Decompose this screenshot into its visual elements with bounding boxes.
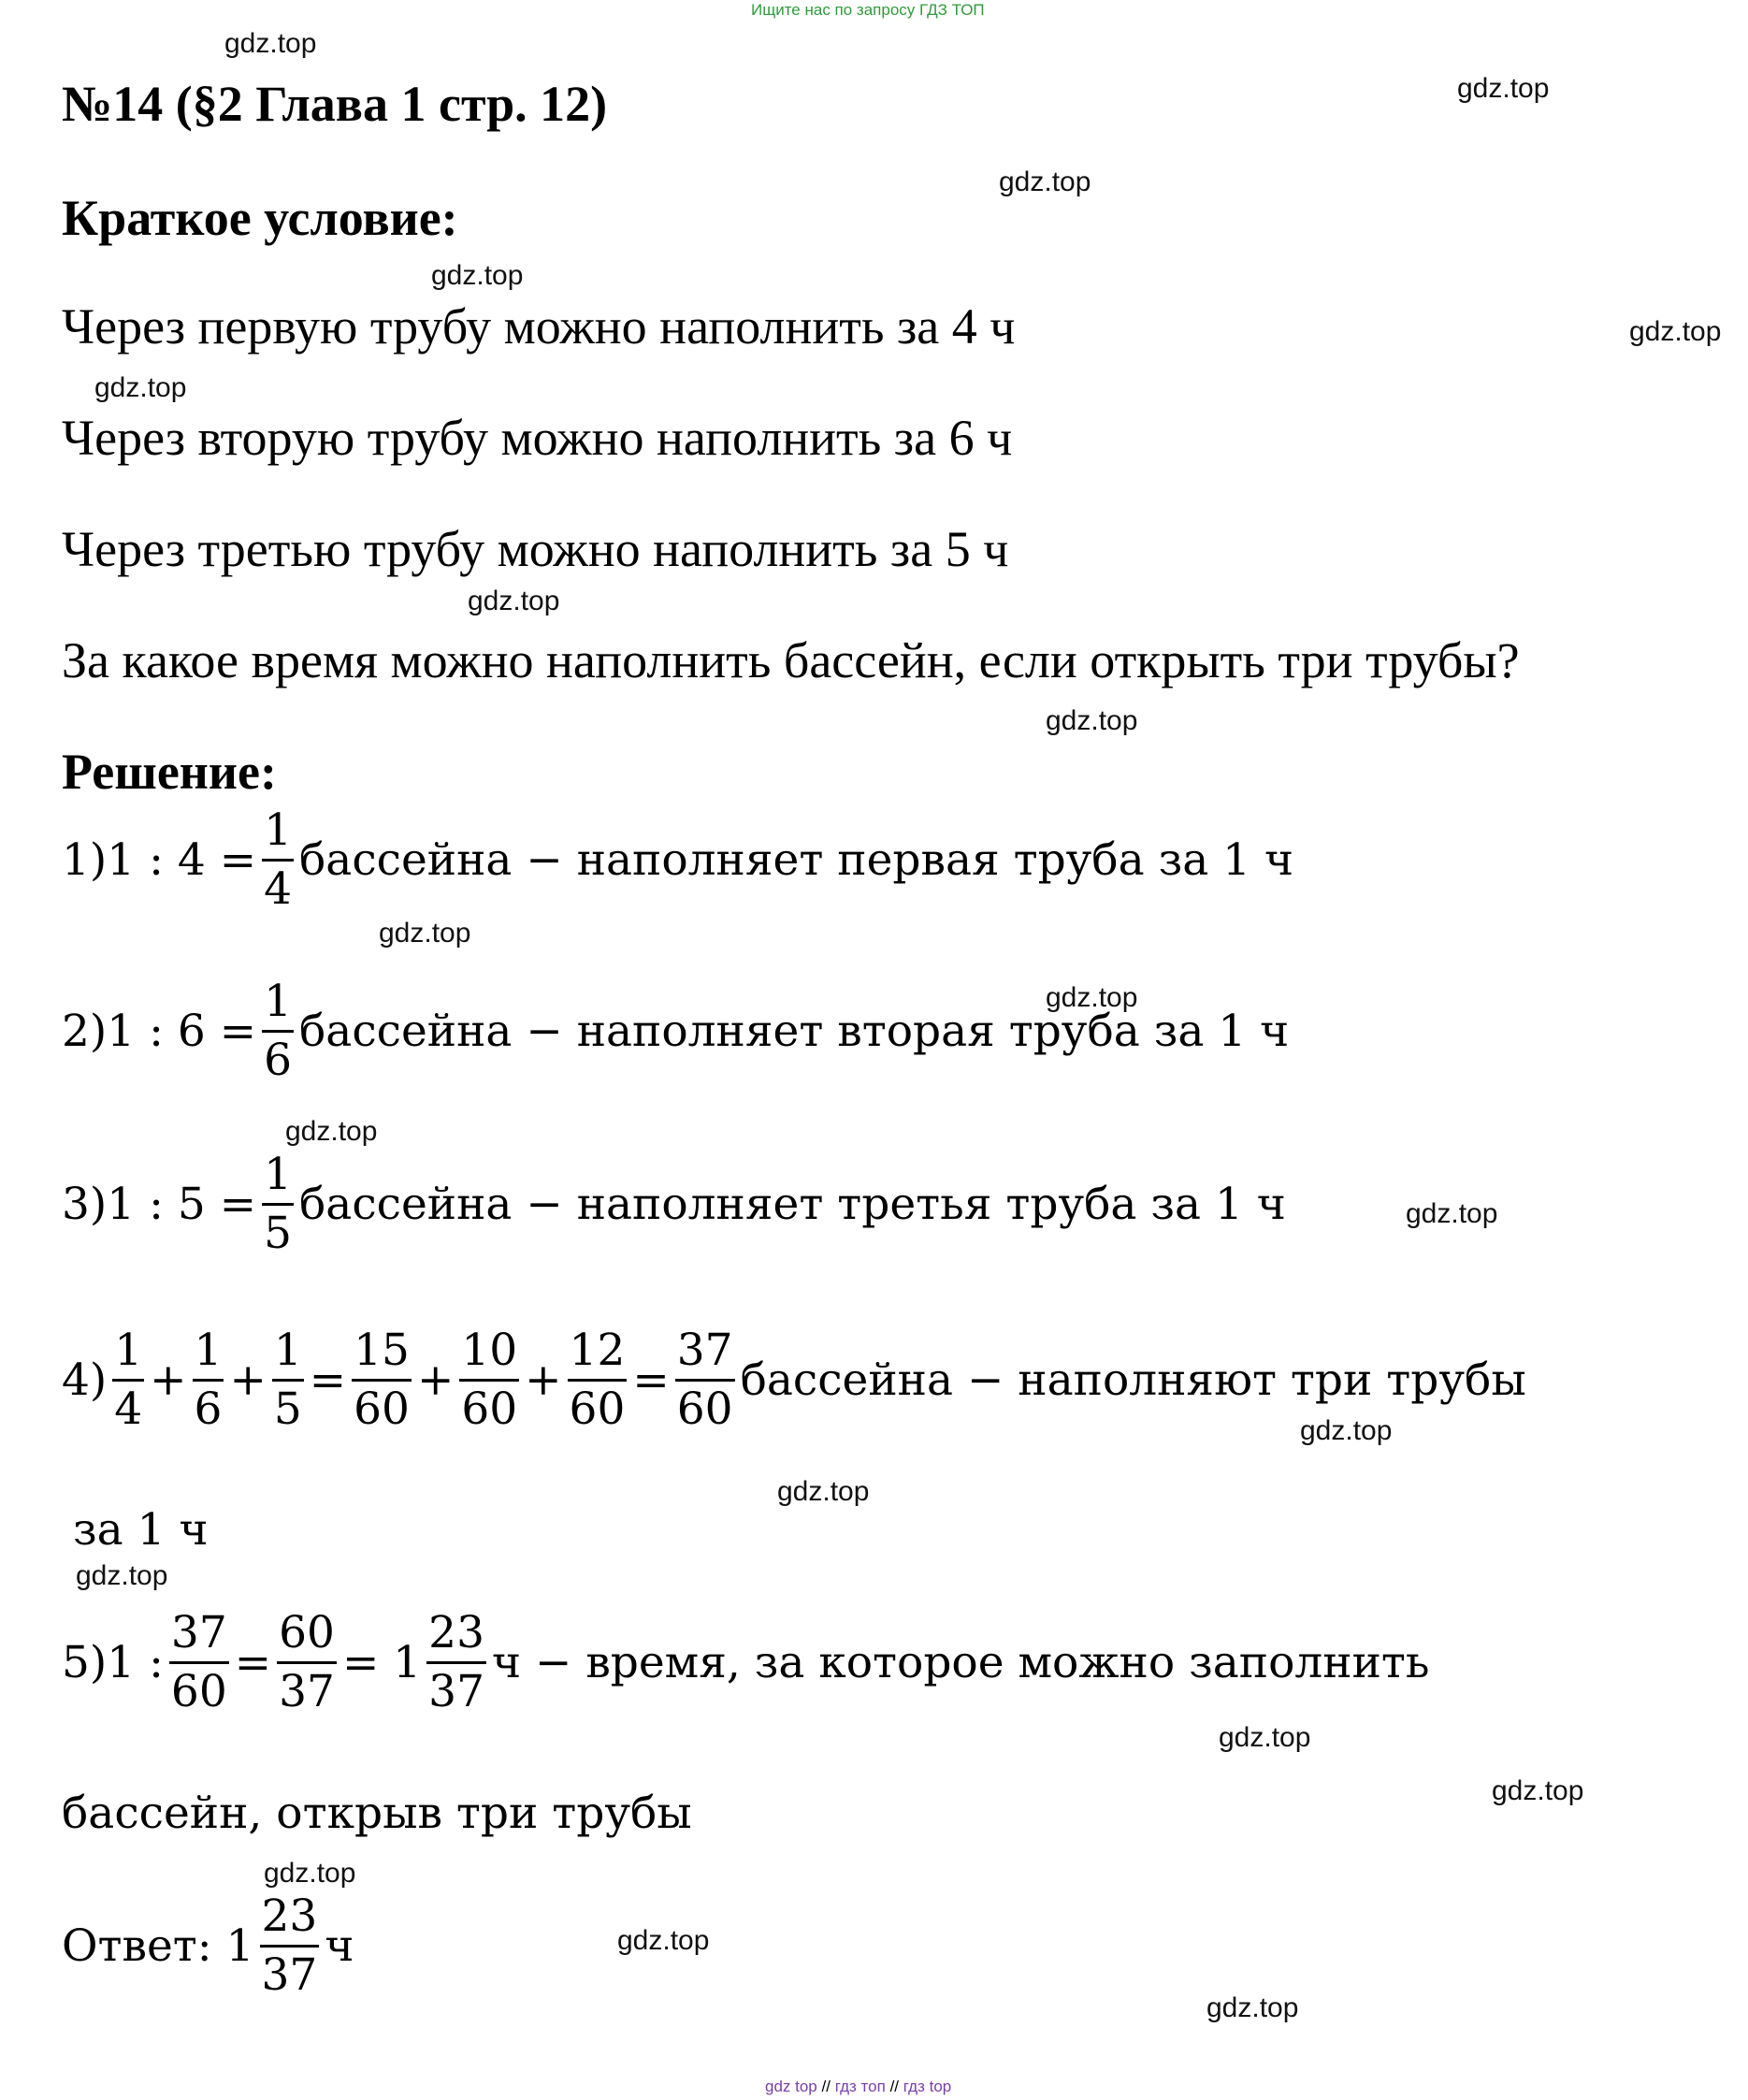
denominator: 4 [264, 862, 292, 915]
answer [62, 1892, 354, 1999]
footer-link[interactable]: гдз top [903, 2078, 952, 2095]
denominator: 5 [273, 1383, 302, 1435]
fraction-bar [426, 1661, 486, 1664]
solution-step-5 [62, 1609, 1430, 1716]
watermark: gdz.top [1206, 1992, 1299, 2023]
equals-sign: = [234, 1636, 272, 1688]
whole-part: = 1 [341, 1636, 422, 1688]
watermark: gdz.top [617, 1925, 710, 1956]
numerator: 37 [170, 1607, 227, 1658]
top-banner: Ищите нас по запросу ГДЗ ТОП [751, 1, 985, 19]
answer-label: Ответ: 1 [62, 1919, 254, 1972]
equals-sign: = [309, 1354, 347, 1406]
numerator: 1 [264, 804, 292, 856]
fraction-bar [112, 1379, 144, 1382]
fraction-bar [675, 1379, 735, 1382]
fraction [675, 1326, 735, 1433]
watermark: gdz.top [264, 1858, 356, 1889]
denominator: 60 [461, 1383, 518, 1435]
solution-step-3 [62, 1151, 1286, 1257]
fraction [260, 1892, 320, 1999]
numerator: 15 [354, 1325, 410, 1376]
numerator: 1 [194, 1325, 223, 1376]
step-prefix: 2)1 : 6 = [62, 1005, 257, 1057]
condition-line: Через вторую трубу можно наполнить за 6 ч [62, 410, 1013, 466]
condition-line: Через первую трубу можно наполнить за 4 ч [62, 298, 1016, 355]
fraction [262, 806, 294, 913]
fraction-bar [277, 1661, 337, 1664]
plus-sign: + [150, 1354, 187, 1406]
numerator: 37 [676, 1325, 733, 1376]
denominator: 60 [170, 1665, 227, 1717]
fraction [568, 1326, 628, 1433]
plus-sign: + [416, 1354, 455, 1406]
numerator: 1 [273, 1325, 302, 1376]
denominator: 60 [676, 1383, 733, 1435]
numerator: 1 [114, 1325, 143, 1376]
watermark: gdz.top [1046, 705, 1138, 736]
denominator: 60 [569, 1383, 626, 1435]
denominator: 6 [264, 1034, 292, 1086]
solution-step-1 [62, 806, 1293, 913]
solution-step-2 [62, 978, 1289, 1084]
fraction-bar [262, 859, 294, 862]
fraction [459, 1326, 519, 1433]
fraction [277, 1609, 337, 1716]
numerator: 12 [569, 1325, 626, 1376]
step-text: бассейна − наполняют три трубы [740, 1354, 1526, 1406]
step-prefix: 4) [62, 1354, 108, 1406]
step-prefix: 3)1 : 5 = [62, 1178, 257, 1230]
answer-unit: ч [325, 1919, 354, 1972]
solution-heading: Решение: [62, 744, 277, 800]
watermark: gdz.top [1492, 1775, 1584, 1806]
watermark: gdz.top [777, 1476, 870, 1507]
watermark: gdz.top [1219, 1722, 1311, 1753]
step-text: бассейна − наполняет третья труба за 1 ч [299, 1178, 1286, 1230]
condition-line: Через третью трубу можно наполнить за 5 ч [62, 521, 1009, 577]
fraction [262, 978, 294, 1084]
numerator: 1 [264, 976, 292, 1027]
fraction-bar [459, 1379, 519, 1382]
denominator: 37 [279, 1665, 335, 1717]
fraction [272, 1326, 304, 1433]
fraction-bar [193, 1379, 224, 1382]
fraction [352, 1326, 412, 1433]
condition-heading: Краткое условие: [62, 190, 458, 246]
denominator: 6 [194, 1383, 223, 1435]
fraction [262, 1151, 294, 1257]
equals-sign: = [632, 1354, 670, 1406]
watermark: gdz.top [1046, 982, 1138, 1013]
solution-step-4-continuation: за 1 ч [73, 1504, 209, 1556]
watermark: gdz.top [285, 1116, 378, 1147]
solution-step-5-continuation: бассейн, открыв три трубы [62, 1788, 692, 1839]
step-text: ч − время, за которое можно заполнить [491, 1636, 1430, 1688]
watermark: gdz.top [999, 167, 1091, 197]
watermark: gdz.top [94, 372, 187, 403]
watermark: gdz.top [224, 28, 317, 59]
watermark: gdz.top [468, 586, 560, 616]
denominator: 4 [114, 1383, 143, 1435]
denominator: 60 [354, 1383, 410, 1435]
fraction-bar [272, 1379, 304, 1382]
watermark: gdz.top [379, 918, 471, 949]
step-text: бассейна − наполняет вторая труба за 1 ч [299, 1005, 1290, 1057]
numerator: 1 [264, 1149, 292, 1200]
fraction [112, 1326, 144, 1433]
denominator: 37 [261, 1948, 318, 2001]
solution-step-4 [62, 1326, 1526, 1433]
watermark: gdz.top [76, 1560, 168, 1591]
watermark: gdz.top [1406, 1198, 1498, 1229]
fraction-bar [262, 1203, 294, 1206]
fraction-bar [262, 1030, 294, 1033]
numerator: 60 [279, 1607, 335, 1658]
footer-links [765, 2078, 951, 2094]
numerator: 23 [428, 1607, 484, 1658]
footer-link[interactable]: гдз топ [834, 2078, 886, 2095]
denominator: 37 [428, 1665, 484, 1717]
page-title: №14 (§2 Глава 1 стр. 12) [62, 76, 608, 132]
plus-sign: + [229, 1354, 267, 1406]
watermark: gdz.top [1457, 73, 1550, 104]
condition-question: За какое время можно наполнить бассейн, если открыть три трубы? [62, 632, 1520, 688]
fraction-bar [169, 1661, 229, 1664]
fraction-bar [260, 1945, 320, 1948]
denominator: 5 [264, 1207, 292, 1259]
watermark: gdz.top [431, 260, 524, 291]
watermark: gdz.top [1629, 316, 1722, 347]
fraction [193, 1326, 224, 1433]
fraction-bar [352, 1379, 412, 1382]
fraction [169, 1609, 229, 1716]
plus-sign: + [525, 1354, 562, 1406]
numerator: 10 [461, 1325, 518, 1376]
footer-separator: // [889, 2078, 900, 2095]
step-prefix: 1)1 : 4 = [62, 833, 257, 886]
step-prefix: 5)1 : [62, 1636, 164, 1688]
footer-link[interactable]: gdz top [765, 2078, 817, 2095]
numerator: 23 [261, 1890, 318, 1942]
footer-separator: // [821, 2078, 831, 2095]
fraction [426, 1609, 486, 1716]
fraction-bar [568, 1379, 628, 1382]
watermark: gdz.top [1300, 1415, 1393, 1446]
step-text: бассейна − наполняет первая труба за 1 ч [299, 833, 1294, 886]
